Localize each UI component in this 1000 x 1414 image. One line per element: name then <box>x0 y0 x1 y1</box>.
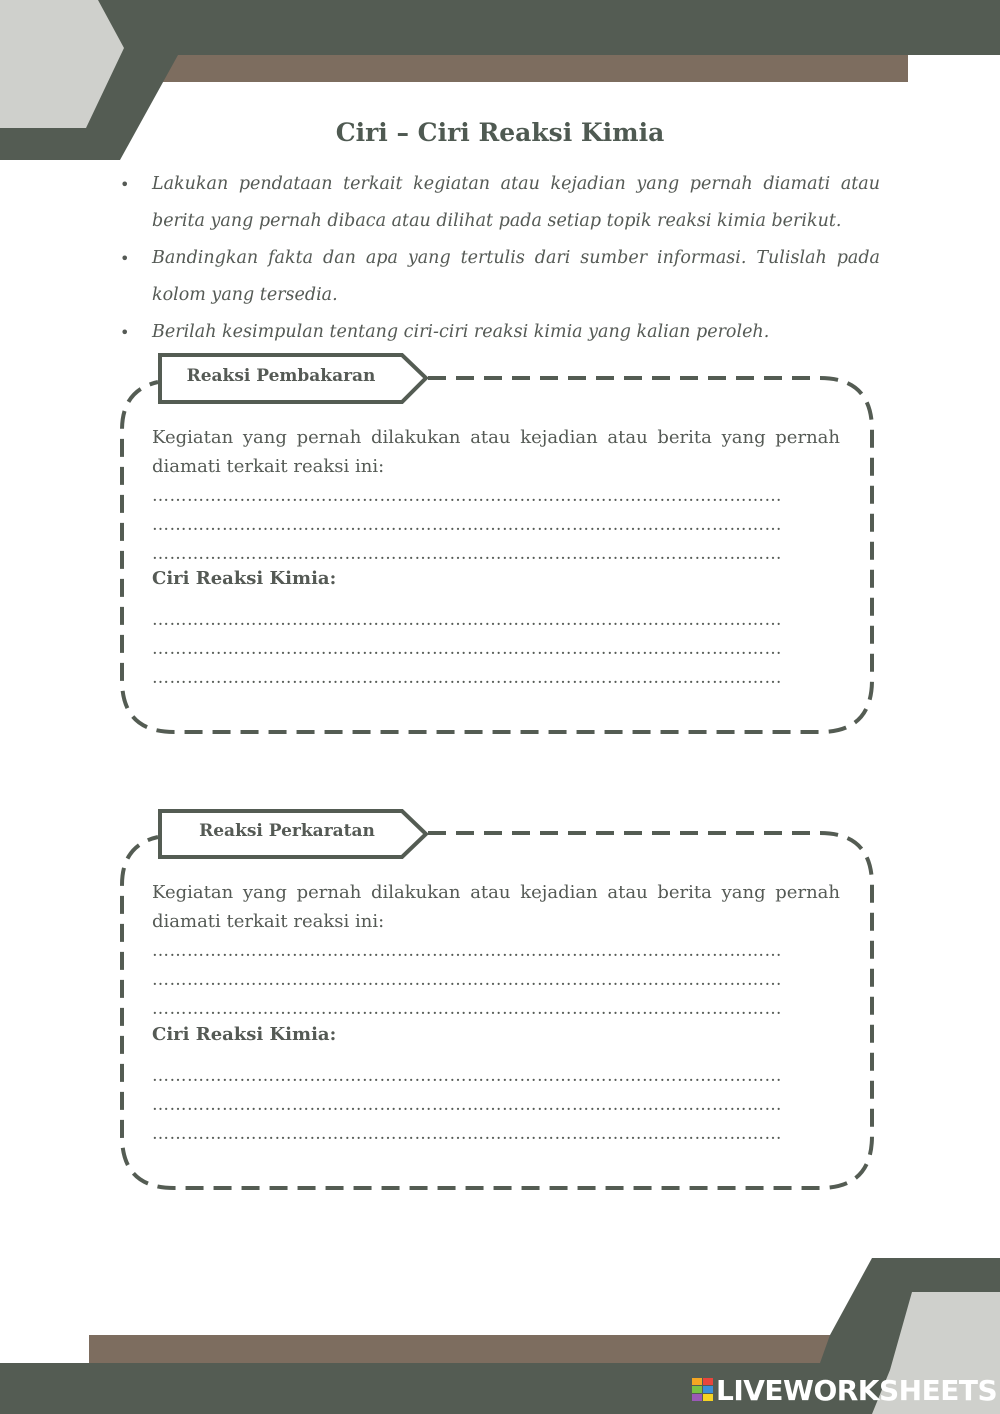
answer-line[interactable]: ……………………………………………………………………………………………… <box>152 610 782 630</box>
instruction-item: • Berilah kesimpulan tentang ciri-ciri reaksi kimia yang kalian peroleh. <box>118 314 880 351</box>
answer-line[interactable]: ……………………………………………………………………………………………… <box>152 544 782 564</box>
section-label: Reaksi Perkaratan <box>199 821 375 841</box>
section-label: Reaksi Pembakaran <box>186 366 376 386</box>
answer-line[interactable]: ……………………………………………………………………………………………… <box>152 970 782 990</box>
answer-line[interactable]: ……………………………………………………………………………………………… <box>152 1095 782 1115</box>
logo-blocks-icon <box>692 1378 714 1402</box>
liveworksheets-logo <box>692 1374 997 1406</box>
section-prompt: Kegiatan yang pernah dilakukan atau kejadian atau berita yang pernah diamati terkait reaksi ini: <box>152 882 840 932</box>
instruction-item: • Lakukan pendataan terkait kegiatan atau kejadian yang pernah diamati atau berita yang pernah dibaca atau dilihat pada setiap topik reaksi kimia berikut. <box>118 166 880 240</box>
answer-line[interactable]: ……………………………………………………………………………………………… <box>152 668 782 688</box>
instruction-item: • Bandingkan fakta dan apa yang tertulis dari sumber informasi. Tulislah pada kolom yang tersedia. <box>118 240 880 314</box>
section-prompt: Kegiatan yang pernah dilakukan atau kejadian atau berita yang pernah diamati terkait reaksi ini: <box>152 427 840 477</box>
answer-line[interactable]: ……………………………………………………………………………………………… <box>152 941 782 961</box>
answer-line[interactable]: ……………………………………………………………………………………………… <box>152 639 782 659</box>
ciri-label: Ciri Reaksi Kimia: <box>152 568 337 589</box>
answer-line[interactable]: ……………………………………………………………………………………………… <box>152 515 782 535</box>
answer-line[interactable]: ……………………………………………………………………………………………… <box>152 486 782 506</box>
page-title: Ciri – Ciri Reaksi Kimia <box>335 118 665 147</box>
logo-text: LIVEWORKSHEETS <box>716 1373 998 1407</box>
answer-line[interactable]: ……………………………………………………………………………………………… <box>152 999 782 1019</box>
answer-line[interactable]: ……………………………………………………………………………………………… <box>152 1066 782 1086</box>
answer-line[interactable]: ……………………………………………………………………………………………… <box>152 1124 782 1144</box>
ciri-label: Ciri Reaksi Kimia: <box>152 1024 337 1045</box>
